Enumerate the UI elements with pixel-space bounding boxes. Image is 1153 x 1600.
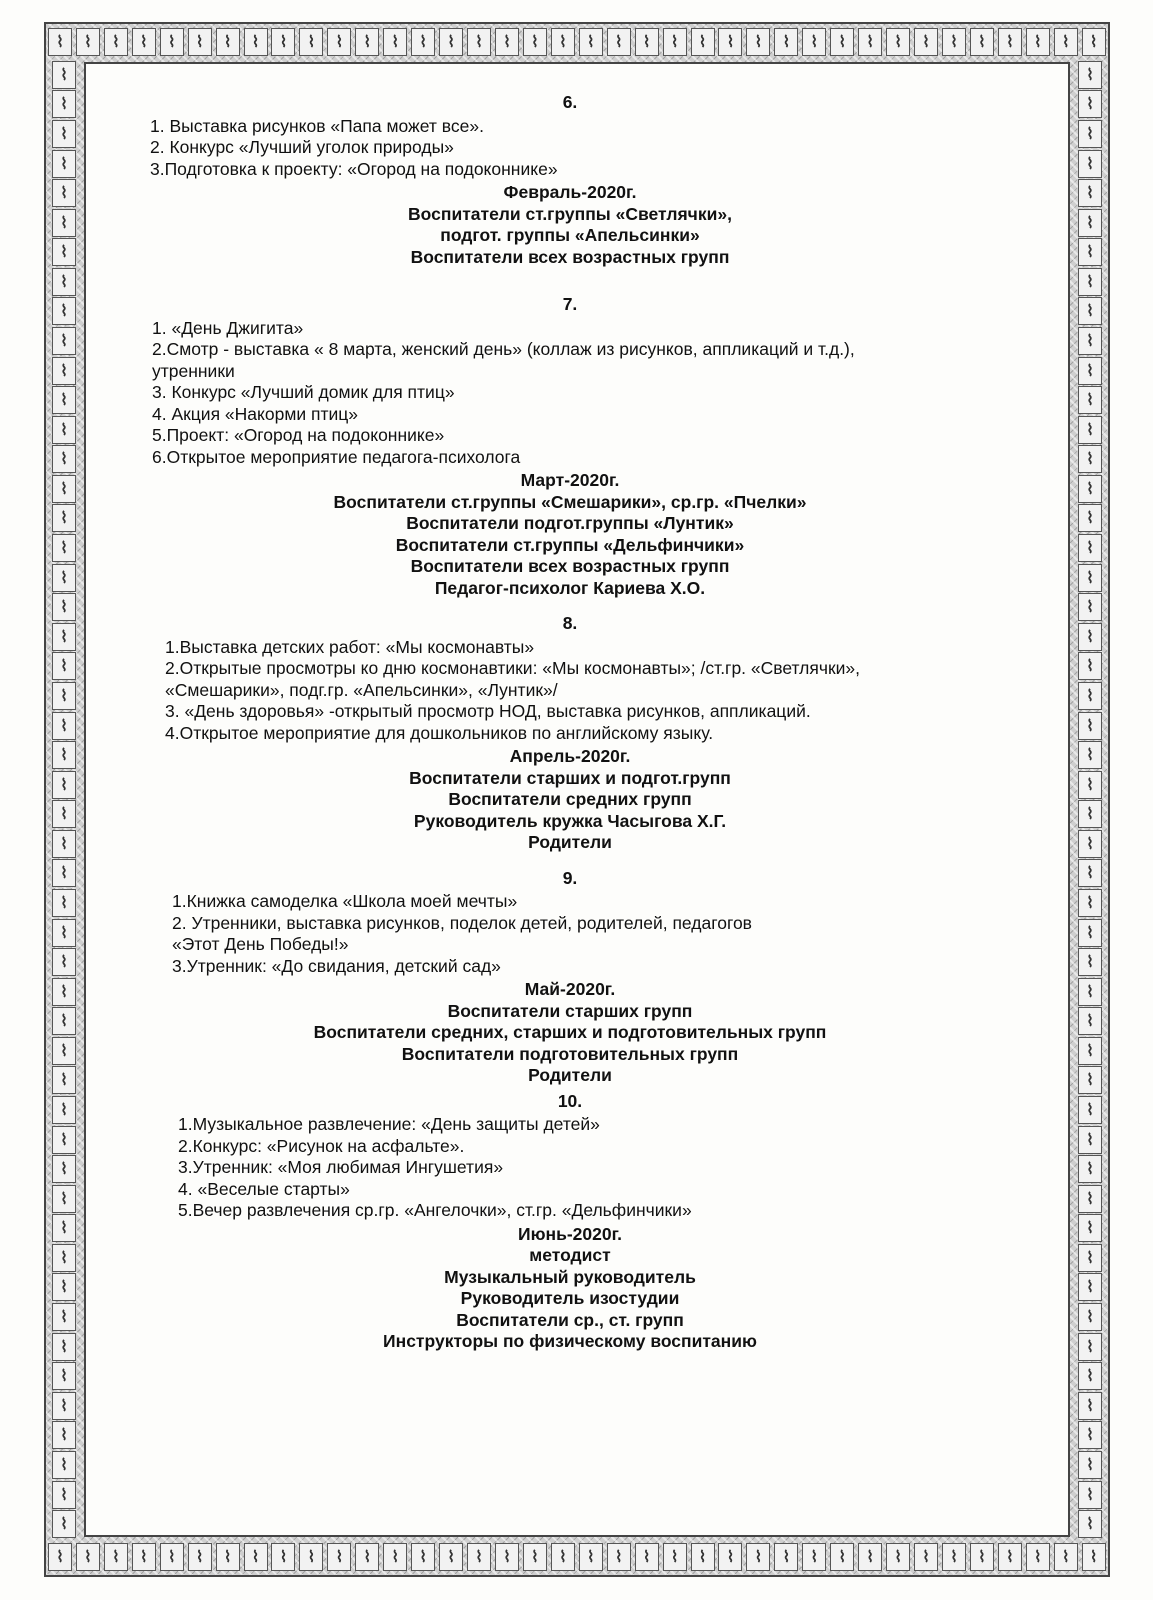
zigzag-tile-icon: ⌇ (1078, 475, 1102, 503)
zigzag-tile-icon: ⌇ (52, 475, 76, 503)
zigzag-tile-icon: ⌇ (52, 889, 76, 917)
zigzag-tile-icon: ⌇ (1078, 889, 1102, 917)
list-item: 1.Музыкальное развлечение: «День защиты детей» (178, 1114, 600, 1134)
zigzag-tile-icon: ⌇ (76, 28, 100, 56)
zigzag-tile-icon: ⌇ (1078, 534, 1102, 562)
zigzag-tile-icon: ⌇ (104, 1543, 128, 1571)
border-top (46, 24, 1108, 60)
list-item: 5.Вечер развлечения ср.гр. «Ангелочки», ст.гр. «Дельфинчики» (178, 1200, 692, 1220)
zigzag-tile-icon: ⌇ (132, 1543, 156, 1571)
zigzag-tile-icon: ⌇ (52, 238, 76, 266)
zigzag-tile-icon: ⌇ (1078, 1303, 1102, 1331)
responsible-line: Руководитель кружка Часыгова Х.Г. (413, 810, 727, 831)
zigzag-tile-icon: ⌇ (1078, 209, 1102, 237)
document-content (110, 88, 1030, 1353)
zigzag-tile-icon: ⌇ (1078, 1421, 1102, 1449)
zigzag-tile-icon: ⌇ (355, 1543, 379, 1571)
zigzag-tile-icon: ⌇ (1026, 28, 1050, 56)
zigzag-tile-icon: ⌇ (551, 28, 575, 56)
zigzag-tile-icon: ⌇ (1078, 327, 1102, 355)
responsible-line: Инструкторы по физическому воспитанию (383, 1331, 757, 1351)
zigzag-tile-icon: ⌇ (1078, 978, 1102, 1006)
responsible-line: Воспитатели старших групп (447, 1000, 693, 1021)
zigzag-tile-icon: ⌇ (523, 28, 547, 56)
zigzag-tile-icon: ⌇ (52, 268, 76, 296)
section-9 (110, 868, 1030, 1087)
zigzag-tile-icon: ⌇ (52, 859, 76, 887)
zigzag-tile-icon: ⌇ (52, 357, 76, 385)
responsible-line: Воспитатели ср., ст. групп (456, 1309, 684, 1330)
zigzag-tile-icon: ⌇ (52, 1451, 76, 1479)
zigzag-tile-icon: ⌇ (1078, 1451, 1102, 1479)
border-right (1072, 60, 1108, 1539)
zigzag-tile-icon: ⌇ (663, 1543, 687, 1571)
zigzag-tile-icon: ⌇ (52, 445, 76, 473)
list-item: «Этот День Победы!» (172, 934, 349, 954)
responsible-line: Родители (528, 832, 612, 852)
zigzag-tile-icon: ⌇ (1078, 1185, 1102, 1213)
zigzag-tile-icon: ⌇ (1078, 416, 1102, 444)
item-list (172, 891, 1030, 977)
zigzag-tile-icon: ⌇ (1078, 150, 1102, 178)
zigzag-tile-icon: ⌇ (411, 28, 435, 56)
responsible-line: методист (529, 1245, 611, 1265)
section-10 (110, 1091, 1030, 1353)
zigzag-tile-icon: ⌇ (52, 1126, 76, 1154)
zigzag-tile-icon: ⌇ (1078, 564, 1102, 592)
zigzag-tile-icon: ⌇ (1078, 1214, 1102, 1242)
zigzag-tile-icon: ⌇ (271, 28, 295, 56)
zigzag-tile-icon: ⌇ (52, 800, 76, 828)
list-item: 4.Открытое мероприятие для дошкольников по английскому языку. (165, 722, 714, 743)
zigzag-tile-icon: ⌇ (1078, 593, 1102, 621)
zigzag-tile-icon: ⌇ (76, 1543, 100, 1571)
zigzag-tile-icon: ⌇ (774, 28, 798, 56)
list-item: 2.Конкурс: «Рисунок на асфальте». (178, 1135, 465, 1156)
zigzag-tile-icon: ⌇ (1078, 1273, 1102, 1301)
zigzag-tile-icon: ⌇ (858, 28, 882, 56)
zigzag-tile-icon: ⌇ (551, 1543, 575, 1571)
zigzag-tile-icon: ⌇ (104, 28, 128, 56)
zigzag-tile-icon: ⌇ (691, 28, 715, 56)
zigzag-tile-icon: ⌇ (1078, 830, 1102, 858)
zigzag-tile-icon: ⌇ (52, 1273, 76, 1301)
zigzag-tile-icon: ⌇ (383, 28, 407, 56)
zigzag-tile-icon: ⌇ (746, 28, 770, 56)
zigzag-tile-icon: ⌇ (970, 1543, 994, 1571)
zigzag-tile-icon: ⌇ (1078, 297, 1102, 325)
responsible-line: Воспитатели подгот.группы «Лунтик» (406, 513, 734, 533)
zigzag-tile-icon: ⌇ (1078, 919, 1102, 947)
zigzag-tile-icon: ⌇ (607, 28, 631, 56)
responsible-line: подгот. группы «Апельсинки» (440, 225, 700, 245)
zigzag-tile-icon: ⌇ (1082, 28, 1106, 56)
list-item: 1.Книжка самоделка «Школа моей мечты» (172, 891, 518, 911)
zigzag-tile-icon: ⌇ (914, 28, 938, 56)
responsible-line: Руководитель изостудии (460, 1288, 680, 1308)
zigzag-tile-icon: ⌇ (1078, 1066, 1102, 1094)
zigzag-tile-icon: ⌇ (52, 623, 76, 651)
zigzag-tile-icon: ⌇ (52, 593, 76, 621)
zigzag-tile-icon: ⌇ (942, 1543, 966, 1571)
list-item: 1. Выставка рисунков «Папа может все». (150, 115, 484, 136)
section-7 (110, 294, 1030, 599)
zigzag-tile-icon: ⌇ (1078, 386, 1102, 414)
zigzag-tile-icon: ⌇ (1078, 1244, 1102, 1272)
period-label: Март-2020г. (520, 470, 620, 490)
zigzag-tile-icon: ⌇ (1078, 1392, 1102, 1420)
zigzag-tile-icon: ⌇ (914, 1543, 938, 1571)
zigzag-tile-icon: ⌇ (579, 1543, 603, 1571)
zigzag-tile-icon: ⌇ (718, 28, 742, 56)
zigzag-tile-icon: ⌇ (1054, 28, 1078, 56)
zigzag-tile-icon: ⌇ (635, 28, 659, 56)
zigzag-tile-icon: ⌇ (635, 1543, 659, 1571)
list-item: 4. Акция «Накорми птиц» (152, 403, 359, 424)
zigzag-tile-icon: ⌇ (858, 1543, 882, 1571)
item-list (165, 637, 1030, 745)
list-item: 3.Утренник: «Моя любимая Ингушетия» (178, 1157, 504, 1177)
zigzag-tile-icon: ⌇ (718, 1543, 742, 1571)
zigzag-tile-icon: ⌇ (52, 90, 76, 118)
zigzag-tile-icon: ⌇ (52, 327, 76, 355)
zigzag-tile-icon: ⌇ (52, 504, 76, 532)
zigzag-tile-icon: ⌇ (132, 28, 156, 56)
zigzag-tile-icon: ⌇ (52, 416, 76, 444)
zigzag-tile-icon: ⌇ (1078, 61, 1102, 89)
list-item: «Смешарики», подг.гр. «Апельсинки», «Лунтик»/ (165, 679, 558, 700)
zigzag-tile-icon: ⌇ (774, 1543, 798, 1571)
zigzag-tile-icon: ⌇ (1078, 800, 1102, 828)
list-item: 3.Утренник: «До свидания, детский сад» (172, 955, 501, 976)
zigzag-tile-icon: ⌇ (579, 28, 603, 56)
zigzag-tile-icon: ⌇ (52, 1392, 76, 1420)
list-item: утренники (152, 360, 235, 381)
zigzag-tile-icon: ⌇ (1078, 1362, 1102, 1390)
zigzag-tile-icon: ⌇ (439, 1543, 463, 1571)
zigzag-tile-icon: ⌇ (160, 28, 184, 56)
zigzag-tile-icon: ⌇ (244, 1543, 268, 1571)
section-6 (110, 92, 1030, 268)
list-item: 1.Выставка детских работ: «Мы космонавты» (165, 636, 535, 657)
list-item: 5.Проект: «Огород на подоконнике» (152, 425, 445, 445)
zigzag-tile-icon: ⌇ (1026, 1543, 1050, 1571)
zigzag-tile-icon: ⌇ (52, 919, 76, 947)
responsible-line: Воспитатели старших и подгот.групп (409, 767, 731, 788)
zigzag-tile-icon: ⌇ (52, 1421, 76, 1449)
border-bottom (46, 1539, 1108, 1575)
zigzag-tile-icon: ⌇ (244, 28, 268, 56)
zigzag-tile-icon: ⌇ (1078, 445, 1102, 473)
zigzag-tile-icon: ⌇ (1078, 741, 1102, 769)
zigzag-tile-icon: ⌇ (52, 120, 76, 148)
zigzag-tile-icon: ⌇ (495, 1543, 519, 1571)
zigzag-tile-icon: ⌇ (998, 28, 1022, 56)
border-left (46, 60, 82, 1539)
zigzag-tile-icon: ⌇ (327, 1543, 351, 1571)
zigzag-tile-icon: ⌇ (1078, 1037, 1102, 1065)
zigzag-tile-icon: ⌇ (52, 1362, 76, 1390)
zigzag-tile-icon: ⌇ (52, 1185, 76, 1213)
zigzag-tile-icon: ⌇ (1078, 357, 1102, 385)
zigzag-tile-icon: ⌇ (1078, 120, 1102, 148)
list-item: 1. «День Джигита» (152, 317, 304, 338)
zigzag-tile-icon: ⌇ (1078, 1481, 1102, 1509)
zigzag-tile-icon: ⌇ (746, 1543, 770, 1571)
zigzag-tile-icon: ⌇ (523, 1543, 547, 1571)
zigzag-tile-icon: ⌇ (1078, 859, 1102, 887)
section-number: 8. (562, 613, 578, 633)
zigzag-tile-icon: ⌇ (216, 1543, 240, 1571)
item-list (152, 318, 1030, 469)
zigzag-tile-icon: ⌇ (52, 534, 76, 562)
zigzag-tile-icon: ⌇ (52, 150, 76, 178)
zigzag-tile-icon: ⌇ (1078, 771, 1102, 799)
zigzag-tile-icon: ⌇ (299, 1543, 323, 1571)
zigzag-tile-icon: ⌇ (52, 771, 76, 799)
responsible-line: Родители (528, 1065, 612, 1085)
list-item: 2. Конкурс «Лучший уголок природы» (150, 137, 454, 157)
zigzag-tile-icon: ⌇ (1078, 504, 1102, 532)
responsible-line: Педагог-психолог Кариева Х.О. (434, 577, 706, 598)
period-label: Апрель-2020г. (509, 746, 631, 766)
section-number: 7. (562, 294, 578, 314)
zigzag-tile-icon: ⌇ (1078, 682, 1102, 710)
zigzag-tile-icon: ⌇ (830, 1543, 854, 1571)
responsible-line: Музыкальный руководитель (444, 1266, 696, 1287)
zigzag-tile-icon: ⌇ (1078, 1333, 1102, 1361)
zigzag-tile-icon: ⌇ (383, 1543, 407, 1571)
zigzag-tile-icon: ⌇ (327, 28, 351, 56)
section-number: 10. (557, 1090, 583, 1111)
zigzag-tile-icon: ⌇ (52, 948, 76, 976)
zigzag-tile-icon: ⌇ (188, 28, 212, 56)
list-item: 3. «День здоровья» -открытый просмотр НОД, выставка рисунков, аппликаций. (165, 701, 811, 721)
zigzag-tile-icon: ⌇ (1078, 948, 1102, 976)
zigzag-tile-icon: ⌇ (52, 179, 76, 207)
list-item: 6.Открытое мероприятие педагога-психолога (152, 446, 521, 467)
list-item: 2.Открытые просмотры ко дню космонавтики: «Мы космонавты»; /ст.гр. «Светлячки», (165, 658, 860, 678)
zigzag-tile-icon: ⌇ (216, 28, 240, 56)
responsible-line: Воспитатели всех возрастных групп (410, 246, 730, 267)
responsible-line: Воспитатели средних, старших и подготовительных групп (313, 1022, 827, 1042)
zigzag-tile-icon: ⌇ (52, 741, 76, 769)
list-item: 2. Утренники, выставка рисунков, поделок детей, родителей, педагогов (172, 912, 752, 933)
zigzag-tile-icon: ⌇ (160, 1543, 184, 1571)
zigzag-tile-icon: ⌇ (886, 28, 910, 56)
zigzag-tile-icon: ⌇ (1078, 1126, 1102, 1154)
zigzag-tile-icon: ⌇ (998, 1543, 1022, 1571)
zigzag-tile-icon: ⌇ (1078, 1007, 1102, 1035)
zigzag-tile-icon: ⌇ (52, 830, 76, 858)
zigzag-tile-icon: ⌇ (52, 209, 76, 237)
zigzag-tile-icon: ⌇ (48, 28, 72, 56)
zigzag-tile-icon: ⌇ (52, 297, 76, 325)
zigzag-tile-icon: ⌇ (830, 28, 854, 56)
zigzag-tile-icon: ⌇ (970, 28, 994, 56)
period-label: Май-2020г. (524, 979, 616, 999)
period-label: Июнь-2020г. (517, 1223, 622, 1244)
zigzag-tile-icon: ⌇ (52, 386, 76, 414)
zigzag-tile-icon: ⌇ (467, 1543, 491, 1571)
zigzag-tile-icon: ⌇ (52, 1155, 76, 1183)
zigzag-tile-icon: ⌇ (48, 1543, 72, 1571)
zigzag-tile-icon: ⌇ (52, 564, 76, 592)
zigzag-tile-icon: ⌇ (52, 1481, 76, 1509)
zigzag-tile-icon: ⌇ (299, 28, 323, 56)
zigzag-tile-icon: ⌇ (663, 28, 687, 56)
zigzag-tile-icon: ⌇ (52, 682, 76, 710)
zigzag-tile-icon: ⌇ (52, 1214, 76, 1242)
zigzag-tile-icon: ⌇ (1078, 1096, 1102, 1124)
zigzag-tile-icon: ⌇ (52, 1303, 76, 1331)
zigzag-tile-icon: ⌇ (188, 1543, 212, 1571)
zigzag-tile-icon: ⌇ (52, 1007, 76, 1035)
zigzag-tile-icon: ⌇ (52, 1096, 76, 1124)
list-item: 3. Конкурс «Лучший домик для птиц» (152, 382, 455, 402)
zigzag-tile-icon: ⌇ (52, 1066, 76, 1094)
responsible-line: Воспитатели ст.группы «Светлячки», (408, 203, 732, 224)
zigzag-tile-icon: ⌇ (1078, 712, 1102, 740)
zigzag-tile-icon: ⌇ (1082, 1543, 1106, 1571)
responsible-line: Воспитатели средних групп (448, 789, 692, 809)
zigzag-tile-icon: ⌇ (355, 28, 379, 56)
zigzag-tile-icon: ⌇ (52, 652, 76, 680)
zigzag-tile-icon: ⌇ (52, 1037, 76, 1065)
zigzag-tile-icon: ⌇ (52, 61, 76, 89)
zigzag-tile-icon: ⌇ (802, 28, 826, 56)
zigzag-tile-icon: ⌇ (691, 1543, 715, 1571)
section-8 (110, 613, 1030, 854)
zigzag-tile-icon: ⌇ (439, 28, 463, 56)
zigzag-tile-icon: ⌇ (802, 1543, 826, 1571)
zigzag-tile-icon: ⌇ (52, 712, 76, 740)
zigzag-tile-icon: ⌇ (52, 1333, 76, 1361)
zigzag-tile-icon: ⌇ (1078, 179, 1102, 207)
zigzag-tile-icon: ⌇ (1078, 652, 1102, 680)
zigzag-tile-icon: ⌇ (1078, 238, 1102, 266)
responsible-line: Воспитатели ст.группы «Смешарики», ср.гр. «Пчелки» (333, 491, 807, 512)
period-label: Февраль-2020г. (503, 182, 637, 202)
responsible-line: Воспитатели всех возрастных групп (410, 556, 730, 576)
list-item: 4. «Веселые старты» (178, 1178, 350, 1199)
zigzag-tile-icon: ⌇ (52, 978, 76, 1006)
zigzag-tile-icon: ⌇ (271, 1543, 295, 1571)
zigzag-tile-icon: ⌇ (1054, 1543, 1078, 1571)
zigzag-tile-icon: ⌇ (607, 1543, 631, 1571)
zigzag-tile-icon: ⌇ (467, 28, 491, 56)
section-number: 6. (562, 92, 578, 112)
zigzag-tile-icon: ⌇ (1078, 268, 1102, 296)
zigzag-tile-icon: ⌇ (52, 1510, 76, 1538)
item-list (150, 116, 1030, 181)
zigzag-tile-icon: ⌇ (1078, 623, 1102, 651)
zigzag-tile-icon: ⌇ (1078, 1155, 1102, 1183)
zigzag-tile-icon: ⌇ (1078, 90, 1102, 118)
list-item: 3.Подготовка к проекту: «Огород на подоконнике» (150, 158, 558, 179)
responsible-line: Воспитатели подготовительных групп (401, 1043, 739, 1064)
zigzag-tile-icon: ⌇ (886, 1543, 910, 1571)
zigzag-tile-icon: ⌇ (52, 1244, 76, 1272)
zigzag-tile-icon: ⌇ (1078, 1510, 1102, 1538)
section-number: 9. (562, 867, 578, 888)
list-item: 2.Смотр - выставка « 8 марта, женский день» (коллаж из рисунков, аппликаций и т.д.), (152, 339, 855, 359)
zigzag-tile-icon: ⌇ (942, 28, 966, 56)
item-list (178, 1114, 1030, 1222)
zigzag-tile-icon: ⌇ (495, 28, 519, 56)
responsible-line: Воспитатели ст.группы «Дельфинчики» (395, 534, 745, 555)
zigzag-tile-icon: ⌇ (411, 1543, 435, 1571)
